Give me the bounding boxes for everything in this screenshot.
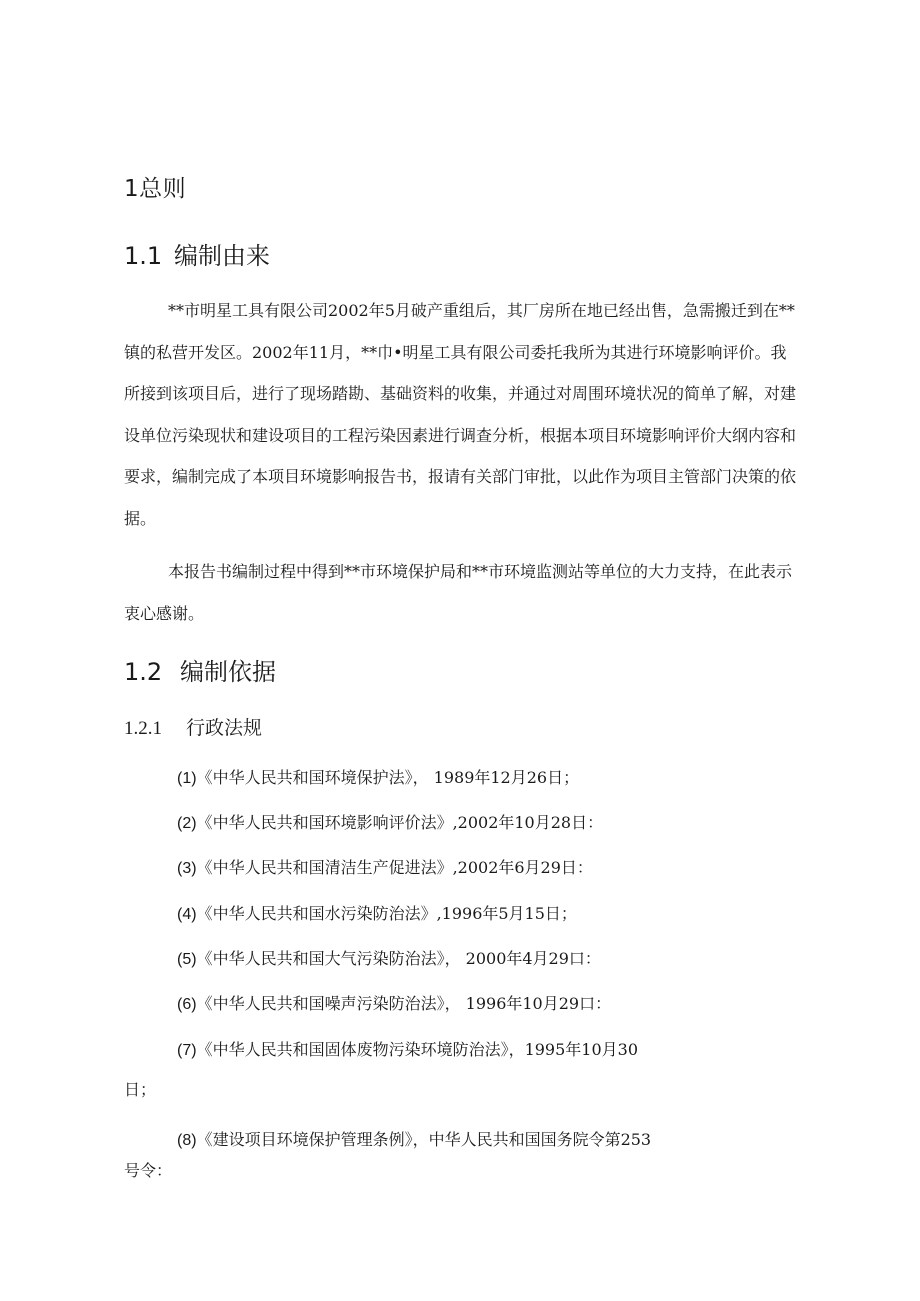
paragraph-line: 本报告书编制过程中得到**市环境保护局和**市环境监测站等单位的大力支持，在此表示 bbox=[168, 562, 793, 581]
regulation-item bbox=[177, 1037, 638, 1060]
paragraph-line: **市明星工具有限公司2002年5月破产重组后，其厂房所在地已经出售，急需搬迁到在** bbox=[168, 301, 795, 320]
item-index: (3) bbox=[177, 860, 197, 877]
item-index: (6) bbox=[177, 996, 197, 1013]
item-text: 《中华人民共和国水污染防治法》,1996年5月15日； bbox=[196, 904, 577, 923]
section-number: 1.1 bbox=[124, 242, 163, 270]
regulation-item bbox=[177, 810, 603, 833]
item-text: 《中华人民共和国大气污染防治法》， 2000年4月29口： bbox=[196, 949, 601, 968]
item-text: 《中华人民共和国噪声污染防治法》， 1996年10月29口： bbox=[196, 994, 612, 1013]
item-index: (1) bbox=[177, 770, 197, 787]
item-text: 《中华人民共和国清洁生产促进法》,2002年6月29日： bbox=[196, 858, 593, 877]
item-index: (8) bbox=[177, 1132, 197, 1149]
paragraph-origin bbox=[124, 290, 844, 539]
item-index: (5) bbox=[177, 951, 197, 968]
subsection-title: 行政法规 bbox=[186, 717, 263, 739]
subsection-heading-1-2-1 bbox=[124, 713, 262, 740]
chapter-title-text: 1总则 bbox=[124, 176, 187, 202]
item-text: 《中华人民共和国环境影响评价法》,2002年10月28日： bbox=[196, 813, 604, 832]
paragraph-line: 衷心感谢。 bbox=[124, 603, 205, 623]
section-heading-1-1 bbox=[124, 236, 270, 271]
item-index: (4) bbox=[177, 906, 197, 923]
regulation-item bbox=[177, 1127, 651, 1150]
item-index: (2) bbox=[177, 815, 197, 832]
paragraph-thanks bbox=[124, 551, 844, 634]
regulation-item bbox=[177, 991, 611, 1014]
regulation-item bbox=[177, 765, 579, 788]
section-heading-1-2 bbox=[124, 652, 276, 687]
paragraph-line: 据。 bbox=[124, 508, 157, 528]
section-title: 编制依据 bbox=[180, 658, 276, 686]
regulation-item bbox=[177, 901, 577, 924]
regulation-item-continuation: 号令： bbox=[124, 1161, 173, 1180]
paragraph-line: 要求，编制完成了本项目环境影响报告书，报请有关部门审批，以此作为项目主管部门决策的依 bbox=[124, 467, 797, 486]
item-text: 《中华人民共和国环境保护法》， 1989年12月26日； bbox=[196, 768, 580, 787]
item-text: 《中华人民共和国固体废物污染环境防治法》，1995年10月30 bbox=[196, 1040, 639, 1059]
section-title: 编制由来 bbox=[174, 242, 270, 270]
regulation-item bbox=[177, 855, 593, 878]
regulation-item bbox=[177, 946, 601, 969]
chapter-title bbox=[124, 170, 186, 203]
subsection-number: 1.2.1 bbox=[124, 718, 162, 739]
paragraph-line: 设单位污染现状和建设项目的工程污染因素进行调查分析，根据本项目环境影响评价大纲内容和 bbox=[124, 425, 797, 445]
regulation-item-continuation: 日； bbox=[124, 1080, 157, 1099]
section-number: 1.2 bbox=[124, 658, 163, 686]
item-text: 《建设项目环境保护管理条例》，中华人民共和国国务院令第253 bbox=[196, 1130, 652, 1149]
paragraph-line: 所接到该项目后，进行了现场踏勘、基础资料的收集，并通过对周围环境状况的简单了解，对建 bbox=[124, 384, 797, 403]
item-index: (7) bbox=[177, 1042, 197, 1059]
paragraph-line: 镇的私营开发区。2002年11月，**巾•明星工具有限公司委托我所为其进行环境影响评价。我 bbox=[124, 342, 787, 362]
